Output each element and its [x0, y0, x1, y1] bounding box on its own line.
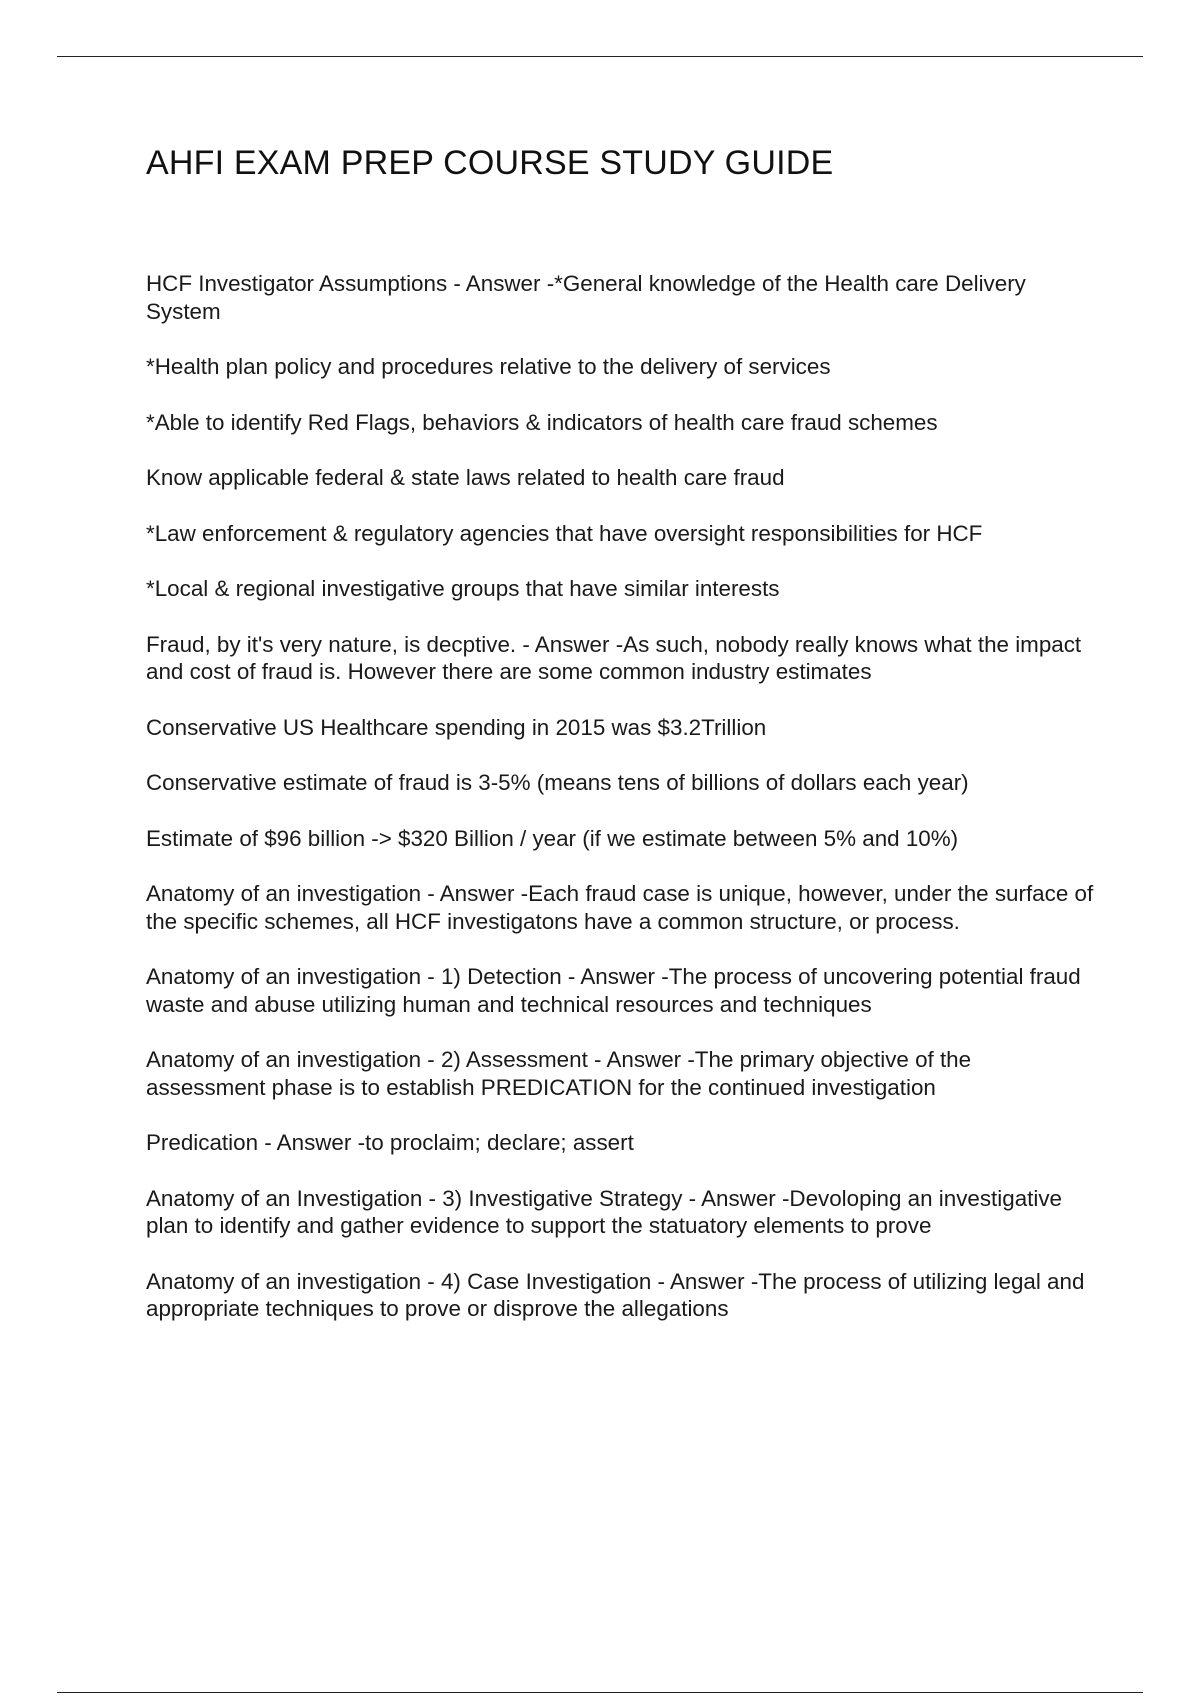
paragraph: Estimate of $96 billion -> $320 Billion / year (if we estimate between 5% and 10%)	[146, 825, 959, 851]
paragraph: Anatomy of an Investigation - 3) Investigative Strategy - Answer -Devoloping an investigative plan to identify and gather evidence to support the statuatory elements to prove	[146, 1185, 1063, 1238]
paragraph: *Health plan policy and procedures relative to the delivery of services	[146, 354, 831, 379]
paragraph: Know applicable federal & state laws related to health care fraud	[146, 465, 785, 490]
paragraph: *Able to identify Red Flags, behaviors & indicators of health care fraud schemes	[146, 409, 938, 435]
top-divider	[57, 56, 1143, 57]
document-body	[146, 270, 1096, 1351]
paragraph: Conservative US Healthcare spending in 2015 was $3.2Trillion	[146, 714, 767, 740]
paragraph: Fraud, by it's very nature, is decptive. - Answer -As such, nobody really knows what the impact and cost of fraud is. However there are some common industry estimates	[146, 631, 1082, 684]
paragraph: HCF Investigator Assumptions - Answer -*General knowledge of the Health care Delivery System	[146, 271, 1026, 324]
paragraph: Conservative estimate of fraud is 3-5% (means tens of billions of dollars each year)	[146, 770, 969, 795]
paragraph: Anatomy of an investigation - 4) Case Investigation - Answer -The process of utilizing legal and appropriate techniques to prove or disprove the allegations	[146, 1268, 1085, 1321]
page-title: AHFI EXAM PREP COURSE STUDY GUIDE	[146, 144, 834, 182]
paragraph: Anatomy of an investigation - 1) Detection - Answer -The process of uncovering potential fraud waste and abuse utilizing human and technical resources and techniques	[146, 964, 1081, 1017]
paragraph: *Law enforcement & regulatory agencies that have oversight responsibilities for HCF	[146, 520, 983, 546]
paragraph: Predication - Answer -to proclaim; declare; assert	[146, 1130, 634, 1155]
paragraph: Anatomy of an investigation - Answer -Each fraud case is unique, however, under the surface of the specific schemes, all HCF investigatons have a common structure, or process.	[146, 881, 1094, 934]
bottom-divider	[57, 1692, 1143, 1693]
paragraph: Anatomy of an investigation - 2) Assessment - Answer -The primary objective of the assessment phase is to establish PREDICATION for the continued investigation	[146, 1047, 972, 1100]
paragraph: *Local & regional investigative groups that have similar interests	[146, 576, 780, 601]
